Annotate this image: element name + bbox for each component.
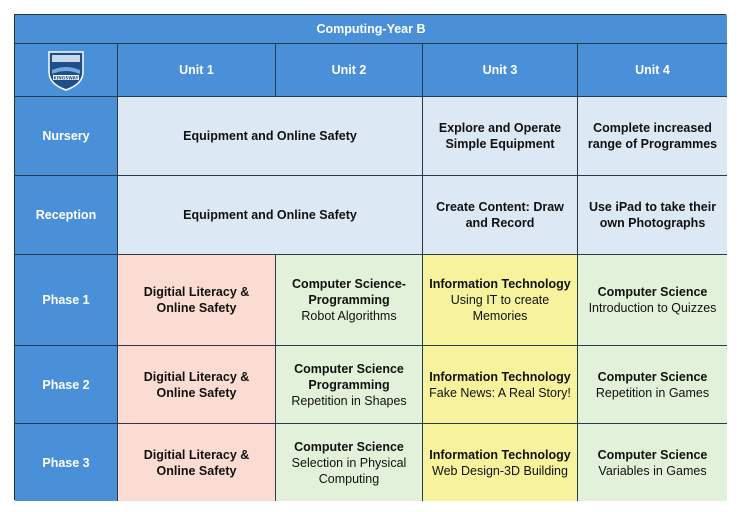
phase1-unit-2 [276, 255, 423, 346]
phase3-unit-1 [118, 424, 276, 501]
nursery-unit-3: Explore and Operate Simple Equipment [423, 97, 578, 176]
phase2-unit-4 [578, 346, 727, 424]
row-label-nursery: Nursery [15, 97, 118, 176]
reception-unit-1-2: Equipment and Online Safety [118, 176, 423, 255]
phase1-unit-2-subtitle: Robot Algorithms [301, 309, 397, 323]
phase1-unit-3-title: Information Technology [429, 277, 571, 291]
phase3-unit-2-subtitle: Selection in Physical Computing [291, 455, 407, 486]
row-label-phase-1: Phase 1 [15, 255, 118, 346]
phase1-unit-1-title: Digitial Literacy & Online Safety [143, 285, 250, 315]
phase2-unit-3-subtitle: Fake News: A Real Story! [429, 385, 571, 400]
phase1-unit-2-title: Computer Science- Programming [292, 277, 406, 307]
phase1-unit-4-title: Computer Science [597, 285, 708, 299]
phase3-unit-2-title: Computer Science [294, 439, 404, 454]
phase3-unit-4-title: Computer Science [597, 447, 708, 462]
phase1-unit-3 [423, 255, 578, 346]
header-unit-1: Unit 1 [118, 44, 276, 97]
row-label-phase-3: Phase 3 [15, 424, 118, 501]
reception-unit-3: Create Content: Draw and Record [423, 176, 578, 255]
phase1-unit-1 [118, 255, 276, 346]
phase3-unit-2 [276, 424, 423, 501]
nursery-unit-4: Complete increased range of Programmes [578, 97, 727, 176]
phase2-unit-3 [423, 346, 578, 424]
phase2-unit-4-subtitle: Repetition in Games [595, 385, 710, 400]
phase3-unit-3 [423, 424, 578, 501]
phase3-unit-4-subtitle: Variables in Games [598, 463, 707, 478]
school-logo-icon [43, 48, 89, 92]
phase3-unit-3-title: Information Technology [429, 447, 571, 462]
phase2-unit-2-title: Computer Science Programming [294, 361, 404, 392]
phase2-unit-1-title: Digitial Literacy & Online Safety [143, 369, 250, 400]
reception-unit-4: Use iPad to take their own Photographs [578, 176, 727, 255]
row-label-reception: Reception [15, 176, 118, 255]
header-unit-2: Unit 2 [276, 44, 423, 97]
phase1-unit-4-subtitle: Introduction to Quizzes [588, 301, 717, 315]
phase3-unit-1-title: Digitial Literacy & Online Safety [143, 447, 250, 478]
logo-text: KINGSWAY [53, 75, 79, 81]
phase2-unit-1 [118, 346, 276, 424]
curriculum-table [14, 14, 726, 500]
header-unit-3: Unit 3 [423, 44, 578, 97]
header-unit-4: Unit 4 [578, 44, 727, 97]
phase2-unit-4-title: Computer Science [597, 369, 708, 384]
row-label-phase-2: Phase 2 [15, 346, 118, 424]
phase2-unit-2 [276, 346, 423, 424]
phase1-unit-3-subtitle: Using IT to create Memories [450, 293, 550, 323]
phase3-unit-4 [578, 424, 727, 501]
school-logo-cell [15, 44, 118, 97]
phase2-unit-3-title: Information Technology [429, 369, 571, 384]
table-title: Computing-Year B [15, 15, 727, 44]
phase3-unit-3-subtitle: Web Design-3D Building [432, 463, 568, 478]
phase2-unit-2-subtitle: Repetition in Shapes [291, 393, 407, 408]
phase1-unit-4 [578, 255, 727, 346]
nursery-unit-1-2: Equipment and Online Safety [118, 97, 423, 176]
